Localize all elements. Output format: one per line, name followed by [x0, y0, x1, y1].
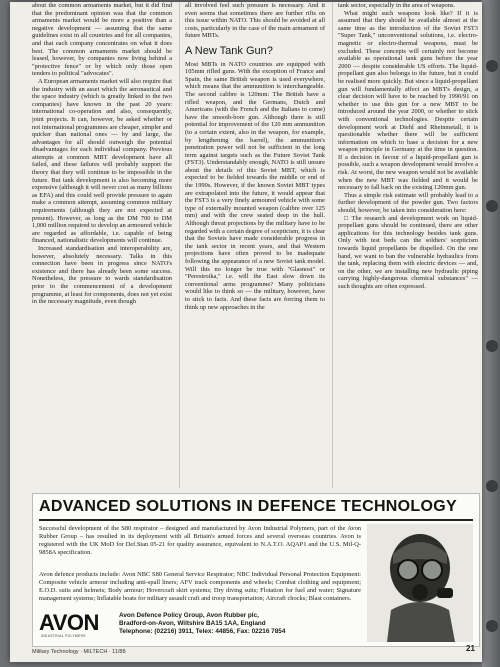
paragraph: all involved feel such pressure is necessary. And it even seems that sometimes there are further rifts on this issue within NATO. This should be avoided at all costs, particularly in the case of the main armament of future MBTs.	[185, 2, 325, 40]
paragraph: A European armaments market will also require that the industry with an asset which the aeronautical and the space industry (which is greatly linked to the two companies) have known in the past 20 years: international co-operation and also, consequently, joint projects. It can, however, be asked whether or not international programmes are cheaper, simpler and quicker than national ones — by and large, the advantages for all should outweigh the potential disadvantages for each individual company. Previous attempts at common MBT development have all failed, and these failures will probably support the theory that they will continue to be impossible in the future. But tank development is also becoming more expensive (although it will never cost as many billions as EFA) and this could well provide pressure to again make a common attempt, assuming common military requirements (although they are not expected at present). However, as long as the DM 700 to DM 1,000 million required to develop an armoured vehicle are regarded as affordable, i.e. capable of being financed, nationalistic developments will continue.	[32, 77, 172, 245]
ad-paragraph-2: Avon defence products include: Avon NBC S80 General Service Respirator; NBC Individual Personal Protection Equipment: Composite vehicle armour including anti-spall liners; AFV track components and wheels; Combat clothing and equipment; E.O.D. suits and helmets; Body armour; Hovercraft skirt systems; Dry diving suits; Flotation for fuel and water; Signature management systems; Inflatable boats for military assault craft and troop transportation; Aircraft chocks; Blast containers.	[39, 571, 361, 602]
article-column-2	[185, 2, 325, 488]
article-column-1	[32, 2, 172, 488]
advertisement	[32, 493, 480, 647]
paragraph: Thus a simple risk estimate will probably lead to a further development of the powder gun. Two factors should, however, be taken into consideration here:	[338, 191, 478, 215]
binder-hole	[486, 620, 498, 632]
ad-contact-line: Bradford-on-Avon, Wiltshire BA15 1AA, England	[119, 620, 266, 627]
ad-title-rule	[39, 519, 473, 521]
paragraph: Most MBTs in NATO countries are equipped with 105mm rifled guns. With the exception of France and Spain, the same British weapon is used everywhere, which means that the ammunition is interchangeable. The second calibre is 120mm: The British have a rifled weapon, and the Germans, Dutch and Americans (with the French and the Italians to come) have the smooth-bore gun. Although there is still potential for improvement of the 120 mm ammunition (to a certain extent, also in the weapon, for example, by lengthening the barrel), the ammunition's penetration power will not be sufficient in the long term against targets such as the Future Soviet Tank (FST3). Understandably enough, NATO is still unsure about the details of this Soviet MBT, which is expected to be fielded towards the middle or end of the 1990s. However, if the known Soviet MBT types are extrapolated into the future, it would appear that the FST3 is a very finely armoured vehicle with some type of externally mounted weapon (calibre over 125 mm) and with the crew seated deep in the hull. Although threat projections by the military have to be regarded with a certain degree of scepticism, it is clear that the Soviets have made considerable progress in the tank sector in recent years, and that Western projections have often proved to be inadequate following the appearance of a new Soviet tank model. Will this no longer be true with "Glasnost" or "Perestroika," i.e. will the East slow down its conventional arms programme? Many politicians would like to think so — the military, however, have to stick to facts. And these facts are forcing them to think up new approaches in the	[185, 60, 325, 311]
paragraph: What might such weapons look like? If it is assumed that they should be available almost at the same time as the introduction of the Soviet FST3 "Super Tank," unconventional solutions, i.e. electro-magnetic or electro-thermal weapons, must be excluded. These concepts will certainly not become available as operational tank guns before the year 2000 — despite considerable US efforts. The liquid-propellant gun also belongs to the future, but it could be realised more quickly. But since a liquid-propellant gun will fundamentally affect an MBT's design, a clear decision will have to be reached by 1990/91 on whether to use this gun for a new MBT to be introduced around the year 2000, or whether to stick with conventional technologies. Despite certain development work at Diehl and Rheinmetall, it is questionable whether there will be sufficient information on which to base a decision for a new weapon principle in Germany at the time in question. If a decision in favour of a liquid-propellant gun is possible, such a weapon development would involve a risk. At worst, the new weapon would not be available when the new MBT was fielded and it would be necessary to fall back on the existing 120mm gun.	[338, 9, 478, 192]
paragraph: tank sector, especially in the area of weapons.	[338, 2, 456, 9]
section-heading: A New Tank Gun?	[185, 44, 273, 57]
paragraph: □ The research and development work on liquid-propellant guns should be continued, there are other applications for this technology besides tank guns. Only with test beds can the soldiers' scepticism towards liquid propellants be dispelled. On the one hand, we want to ban the vulnerable hydraulics from the tank, replacing them with electric devices — and, on the other, we are installing new hydraulic piping carrying highly-dangerous chemical substances" — such thoughts are often expressed.	[338, 214, 478, 290]
page-number: 21	[466, 644, 475, 653]
respirator-soldier-photo	[367, 524, 473, 642]
avon-logo: AVON	[39, 610, 99, 635]
avon-logo-subtitle: INDUSTRIAL POLYMERS	[41, 634, 86, 638]
column-divider	[332, 2, 333, 488]
article-body	[32, 2, 478, 488]
magazine-page	[10, 2, 482, 662]
binder-hole	[486, 200, 498, 212]
binder-hole	[486, 340, 498, 352]
paragraph: about the common armaments market, but it did find that the predominant opinion was that the common armaments market would be more a positive than a negative development — assuming that the same guidelines exist in all countries and for all companies, and that each company concentrates on what it does best. The common armaments market should be leased, however, by companies now living behind a "protective fence" or by which only those open tenders to political "advocates".	[32, 2, 172, 78]
paragraph: Increased standardisation and interoperability are, however, absolutely necessary. Talks in this connection have been in progress since NATO's existence and there has already been some success. Nonetheless, the pressure to wards standardisation prior to the commencement of a development programme, at least for components, does not yet exist in the necessary magnitude, even though	[32, 245, 172, 306]
column-divider	[179, 2, 180, 488]
ad-contact	[119, 612, 339, 636]
ad-contact-line: Avon Defence Policy Group, Avon Rubber plc,	[119, 612, 259, 619]
binder-hole	[486, 480, 498, 492]
binder-hole	[486, 60, 498, 72]
ad-contact-line: Telephone: (02216) 3911, Telex: 44856, Fax: 02216 7854	[119, 628, 286, 635]
footer-publication: Military Technology · MILTECH · 11/88	[32, 649, 126, 655]
ad-paragraph-1: Successful development of the S80 respirator – designed and manufactured by Avon Industrial Polymers, part of the Avon Rubber Group – has resulted in its deployment with all Britain's armed forces and several overseas countries. Avon is registered with the UK MoD for Def.Stan 05-21 for quality assurance, equivalent to N.A.T.O. AQAP1 and the U.S. Mil-Q-9858A specification.	[39, 525, 361, 556]
binder-edge	[482, 0, 500, 667]
ad-title: ADVANCED SOLUTIONS IN DEFENCE TECHNOLOGY	[39, 498, 457, 515]
article-column-3	[338, 2, 478, 488]
